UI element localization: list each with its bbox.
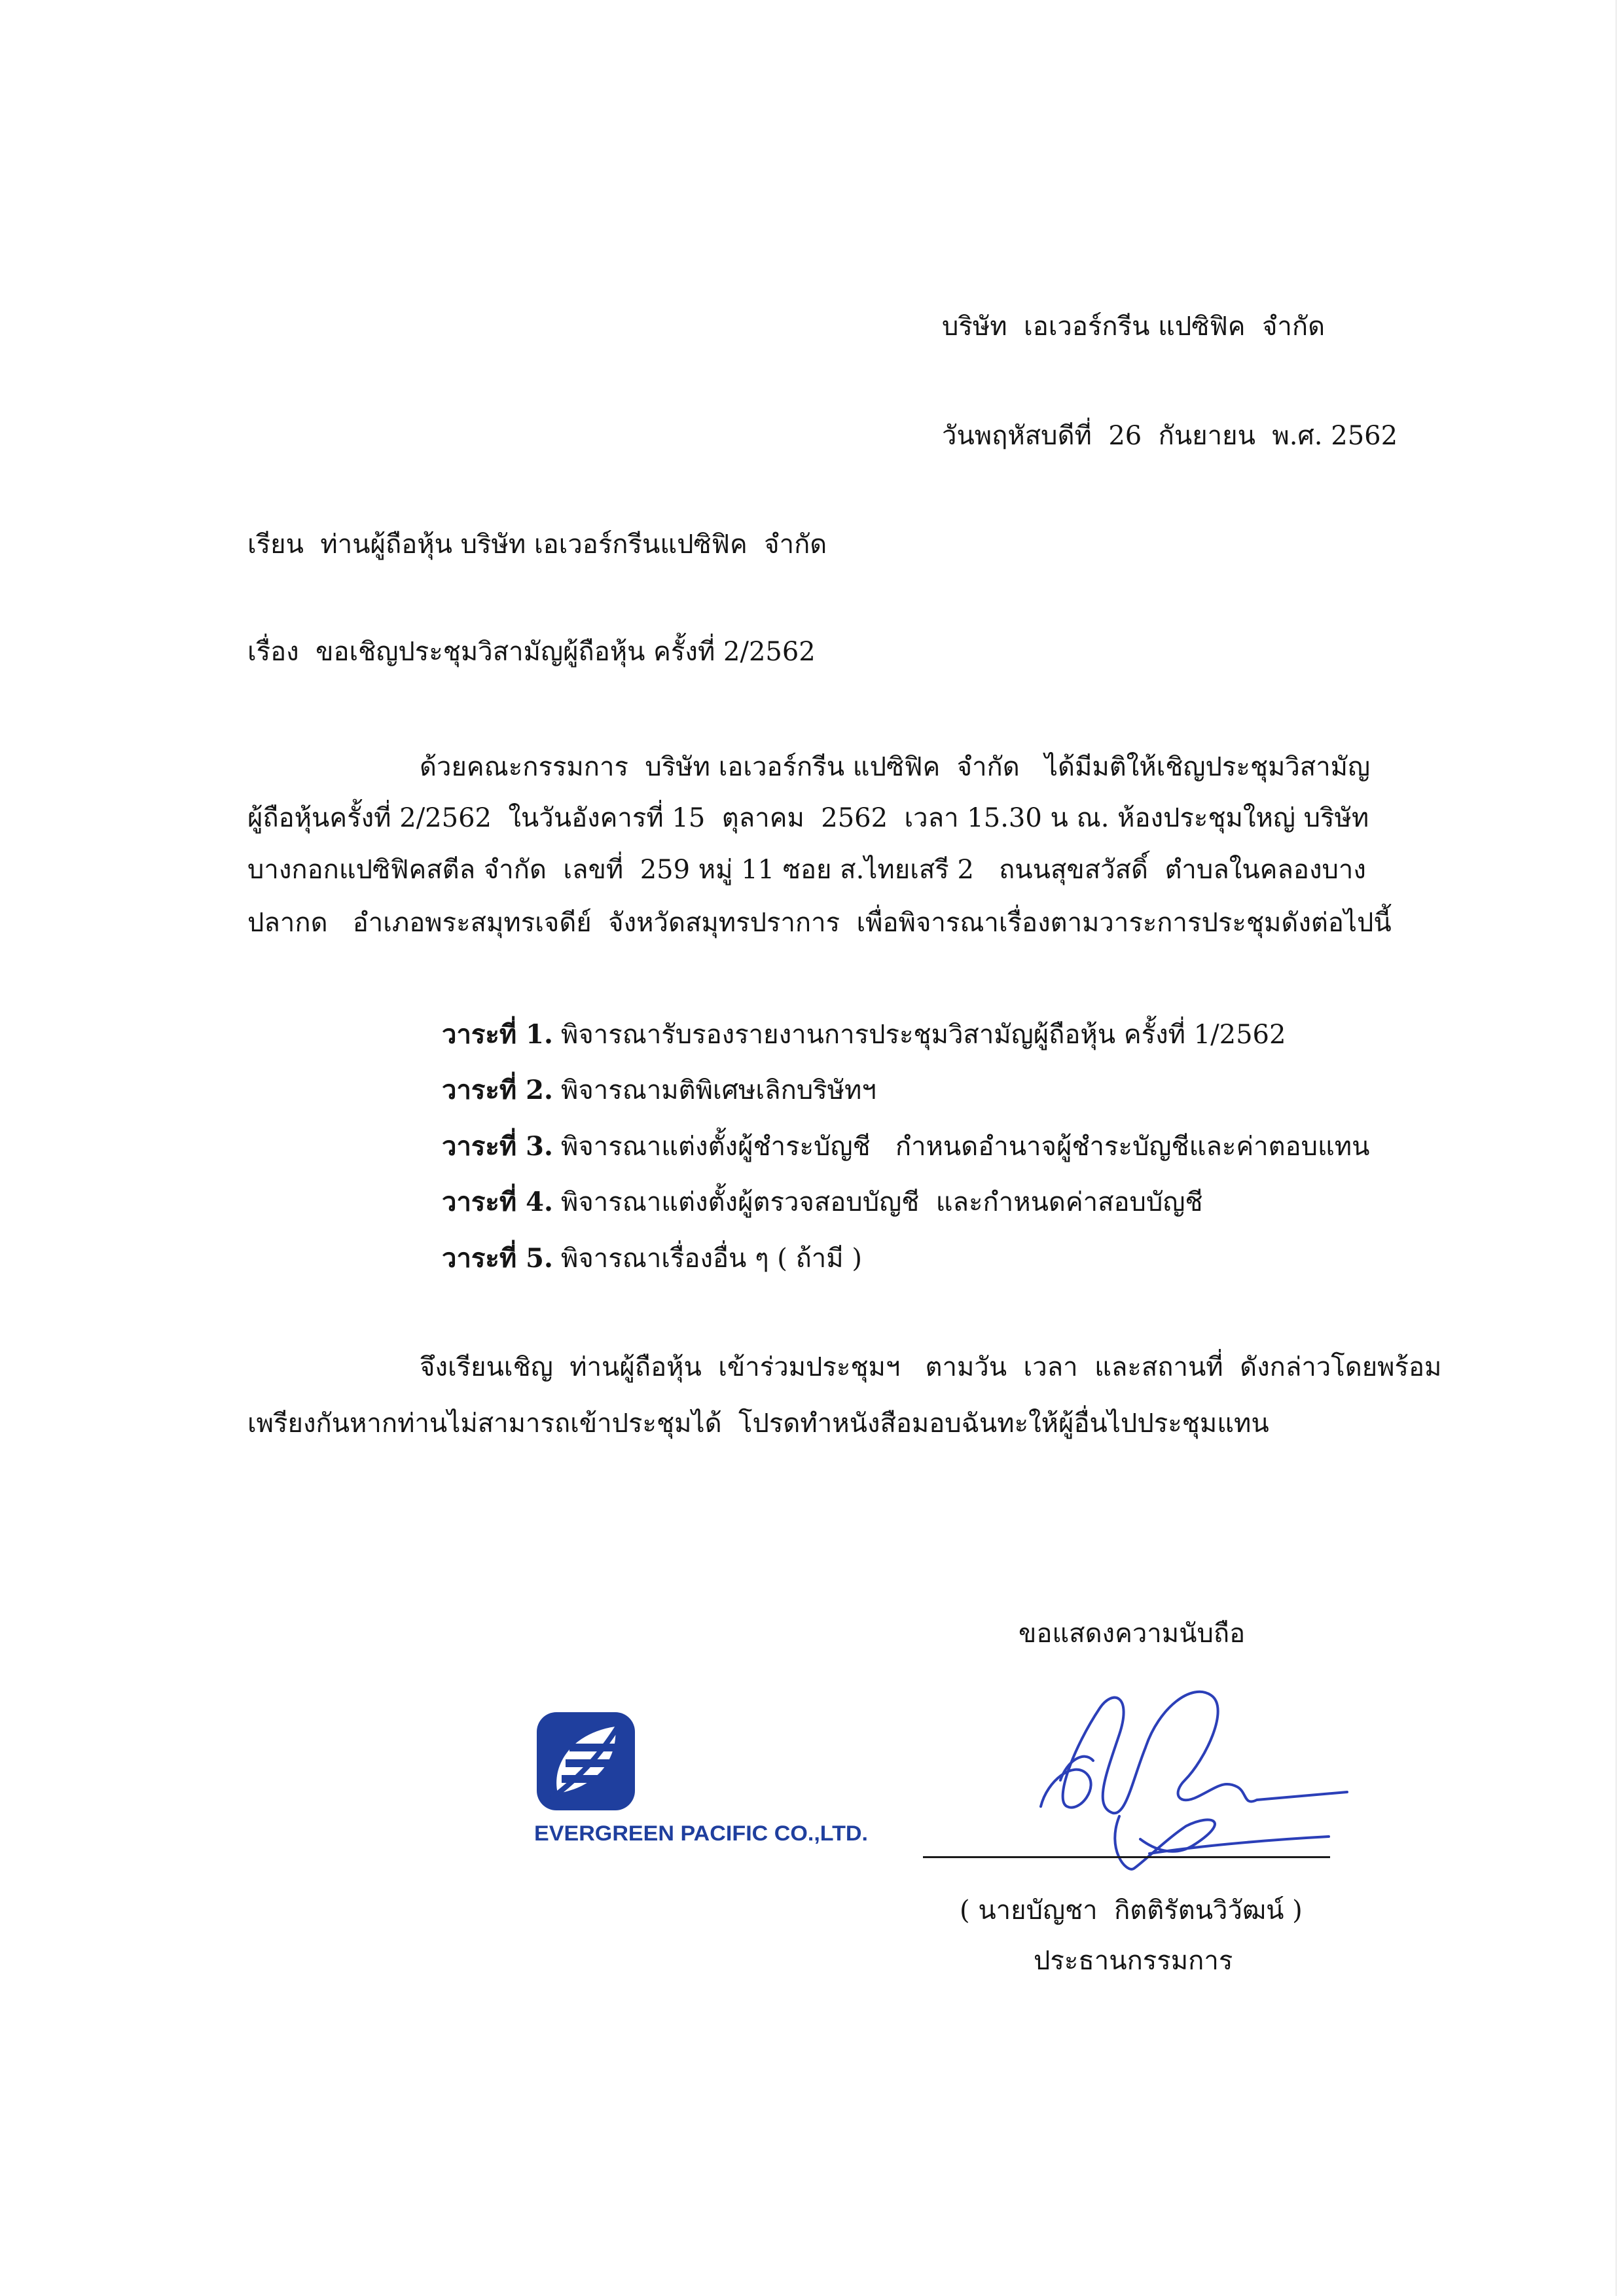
agenda-label: วาระที่ 1. — [442, 1019, 553, 1050]
agenda-text: พิจารณาแต่งตั้งผู้ตรวจสอบบัญชี และกำหนดค่าสอบบัญชี — [560, 1187, 1203, 1217]
agenda-item — [442, 1128, 1369, 1165]
agenda-label: วาระที่ 3. — [442, 1131, 553, 1162]
company-name: บริษัท เอเวอร์กรีน แปซิฟิค จำกัด — [942, 312, 1326, 342]
agenda-text: พิจารณามติพิเศษเลิกบริษัทฯ — [560, 1075, 876, 1105]
signature — [1021, 1682, 1362, 1878]
agenda-item — [442, 1016, 1286, 1053]
company-logo — [532, 1707, 872, 1857]
logo-text: EVERGREEN PACIFIC CO.,LTD. — [534, 1821, 868, 1845]
agenda-item — [442, 1072, 876, 1109]
agenda-label: วาระที่ 5. — [442, 1243, 553, 1274]
closing-line: จึงเรียนเชิญ ท่านผู้ถือหุ้น เข้าร่วมประชุมฯ ตามวัน เวลา และสถานที่ ดังกล่าวโดยพร้อม — [420, 1352, 1442, 1382]
agenda-label: วาระที่ 2. — [442, 1075, 553, 1105]
signatory-title: ประธานกรรมการ — [1034, 1946, 1233, 1976]
agenda-item — [442, 1240, 862, 1277]
agenda-text: พิจารณาเรื่องอื่น ๆ ( ถ้ามี ) — [560, 1244, 862, 1274]
subject-line: เรื่อง ขอเชิญประชุมวิสามัญผู้ถือหุ้น ครั้งที่ 2/2562 — [247, 637, 816, 667]
evergreen-leaf-e-icon — [537, 1712, 635, 1810]
letter-date: วันพฤหัสบดีที่ 26 กันยายน พ.ศ. 2562 — [942, 421, 1398, 451]
intro-line: บางกอกแปซิฟิคสตีล จำกัด เลขที่ 259 หมู่ 11 ซอย ส.ไทยเสรี 2 ถนนสุขสวัสดิ์ ตำบลในคลองบาง — [247, 855, 1366, 885]
agenda-text: พิจารณาแต่งตั้งผู้ชำระบัญชี กำหนดอำนาจผู้ชำระบัญชีและค่าตอบแทน — [560, 1132, 1370, 1162]
complimentary-close: ขอแสดงความนับถือ — [1019, 1619, 1246, 1649]
signature-line — [923, 1856, 1330, 1858]
agenda-label: วาระที่ 4. — [442, 1187, 553, 1217]
intro-line: ด้วยคณะกรรมการ บริษัท เอเวอร์กรีน แปซิฟิค จำกัด ได้มีมติให้เชิญประชุมวิสามัญ — [420, 752, 1371, 782]
intro-line: ผู้ถือหุ้นครั้งที่ 2/2562 ในวันอังคารที่ 15 ตุลาคม 2562 เวลา 15.30 น ณ. ห้องประชุมใหญ่ บริษัท — [247, 803, 1369, 833]
closing-line: เพรียงกันหากท่านไม่สามารถเข้าประชุมได้ โปรดทำหนังสือมอบฉันทะให้ผู้อื่นไปประชุมแทน — [247, 1408, 1269, 1439]
intro-line: ปลากด อำเภอพระสมุทรเจดีย์ จังหวัดสมุทรปราการ เพื่อพิจารณาเรื่องตามวาระการประชุมดังต่อไปนี้ — [247, 908, 1392, 938]
agenda-text: พิจารณารับรองรายงานการประชุมวิสามัญผู้ถือหุ้น ครั้งที่ 1/2562 — [560, 1020, 1286, 1050]
scan-edge-line — [1615, 0, 1617, 2296]
salutation: เรียน ท่านผู้ถือหุ้น บริษัท เอเวอร์กรีนแปซิฟิค จำกัด — [247, 529, 827, 560]
signatory-name: ( นายบัญชา กิตติรัตนวิวัฒน์ ) — [960, 1895, 1303, 1926]
agenda-item — [442, 1184, 1203, 1221]
